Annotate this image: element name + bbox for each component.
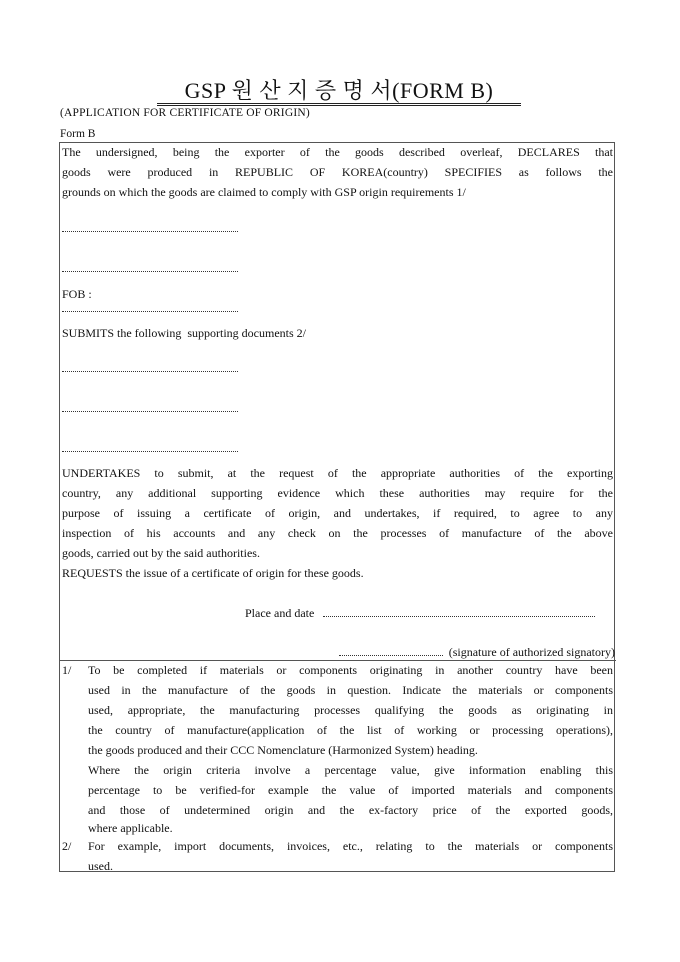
undertakes-line: goods, carried out by the said authorities.: [62, 546, 260, 560]
note-1-number: 1/: [62, 663, 72, 677]
note-line: For example, import documents, invoices, etc., relating to the materials or components: [88, 839, 613, 853]
note-line: used.: [88, 859, 113, 873]
note-line: used, appropriate, the manufacturing processes qualifying the goods as originating in: [88, 703, 613, 717]
signature-label: (signature of authorized signatory): [448, 645, 615, 659]
origin-criteria-field-1[interactable]: [62, 231, 238, 232]
undertakes-line: UNDERTAKES to submit, at the request of the appropriate authorities of the exporting: [62, 466, 613, 480]
place-and-date-label: Place and date: [245, 606, 315, 620]
document-title: GSP 원 산 지 증 명 서(FORM B): [184, 78, 494, 103]
supporting-document-field-3[interactable]: [62, 451, 238, 452]
declaration-paragraph: [62, 142, 613, 202]
note-1-text: [88, 660, 613, 836]
note-line: and those of undetermined origin and the ex-factory price of the exported goods,: [88, 803, 613, 817]
place-and-date-field[interactable]: [323, 616, 595, 617]
note-line: To be completed if materials or components originating in another country have been: [88, 663, 613, 677]
origin-criteria-field-2[interactable]: [62, 271, 238, 272]
fob-label: FOB :: [62, 287, 92, 301]
declaration-line: goods were produced in REPUBLIC OF KOREA(country) SPECIFIES as follows the: [62, 165, 613, 179]
note-line: the goods produced and their CCC Nomenclature (Harmonized System) heading.: [88, 743, 478, 757]
note-line: where applicable.: [88, 821, 173, 835]
undertakes-paragraph: [62, 463, 613, 563]
note-2-number: 2/: [62, 839, 72, 853]
note-line: used in the manufacture of the goods in question. Indicate the materials or components: [88, 683, 613, 697]
submits-label: SUBMITS the following supporting documents 2/: [62, 326, 306, 340]
note-line: percentage to be verified-for example the value of imported materials and components: [88, 783, 613, 797]
note-line: the country of manufacture(application of the list of working or processing operations),: [88, 723, 613, 737]
fob-value-field[interactable]: [62, 311, 238, 312]
declaration-line: The undersigned, being the exporter of the goods described overleaf, DECLARES that: [62, 145, 613, 159]
place-and-date-row: [245, 603, 615, 623]
undertakes-line: purpose of issuing a certificate of origin, and undertakes, if required, to agree to any: [62, 506, 613, 520]
signature-field[interactable]: [339, 655, 443, 656]
declaration-line: grounds on which the goods are claimed to comply with GSP origin requirements 1/: [62, 185, 466, 199]
note-2-text: [88, 836, 613, 876]
signature-row: [297, 643, 615, 661]
undertakes-line: country, any additional supporting evidence which these authorities may require for the: [62, 486, 613, 500]
note-line: Where the origin criteria involve a percentage value, give information enabling this: [88, 763, 613, 777]
form-label: Form B: [60, 128, 96, 140]
requests-statement: REQUESTS the issue of a certificate of origin for these goods.: [62, 566, 364, 580]
supporting-document-field-1[interactable]: [62, 371, 238, 372]
undertakes-line: inspection of his accounts and any check on the processes of manufacture of the above: [62, 526, 613, 540]
supporting-document-field-2[interactable]: [62, 411, 238, 412]
document-subtitle: (APPLICATION FOR CERTIFICATE OF ORIGIN): [60, 107, 310, 119]
